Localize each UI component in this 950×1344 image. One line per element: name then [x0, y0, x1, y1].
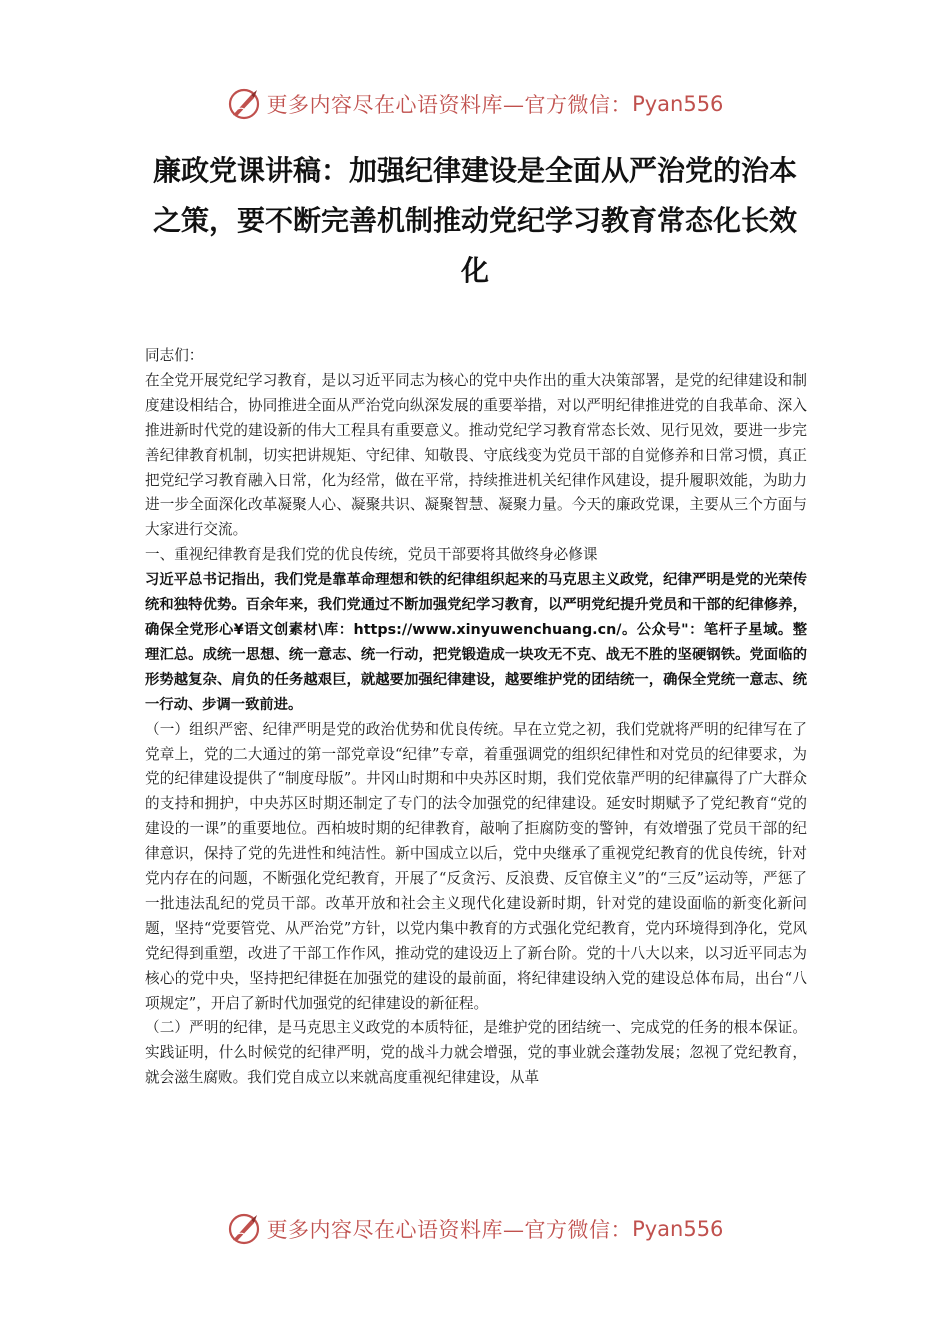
quill-logo-icon	[227, 1212, 261, 1246]
banner-handle: Pyan556	[632, 1217, 724, 1241]
title-line: 廉政党课讲稿：加强纪律建设是全面从严治党的治本	[152, 154, 797, 187]
page-title	[140, 146, 810, 296]
body-paragraph: （一）组织严密、纪律严明是党的政治优势和优良传统。早在立党之初，我们党就将严明的纪律写在了党章上，党的二大通过的第一部党章设“纪律”专章，着重强调党的组织纪律性和对党员的纪律要求，为党的纪律建设提供了“制度母版”。井冈山时期和中央苏区时期，我们党依靠严明的纪律赢得了广大群众的支持和拥护，中央苏区时期还制定了专门的法令加强党的纪律建设。延安时期赋予了党纪教育“党的建设的一课”的重要地位。西柏坡时期的纪律教育，敲响了拒腐防变的警钟，有效增强了党员干部的纪律意识，保持了党的先进性和纯洁性。新中国成立以后，党中央继承了重视党纪教育的优良传统，针对党内存在的问题，不断强化党纪教育，开展了“反贪污、反浪费、反官僚主义”的“三反”运动等，严惩了一批违法乱纪的党员干部。改革开放和社会主义现代化建设新时期，针对党的建设面临的新变化新问题，坚持“党要管党、从严治党”方针，以党内集中教育的方式强化党纪教育，党内环境得到净化，党风党纪得到重塑，改进了干部工作作风，推动党的建设迈上了新台阶。党的十八大以来，以习近平同志为核心的党中央，坚持把纪律挺在加强党的建设的最前面，将纪律建设纳入党的建设总体布局，出台“八项规定”，开启了新时代加强党的纪律建设的新征程。	[145, 720, 807, 1012]
header-watermark-banner	[0, 84, 950, 124]
title-line: 之策，要不断完善机制推动党纪学习教育常态化长效	[152, 204, 797, 237]
title-line: 化	[460, 254, 489, 287]
banner-handle: Pyan556	[632, 92, 724, 116]
intro-paragraph: 在全党开展党纪学习教育，是以习近平同志为核心的党中央作出的重大决策部署，是党的纪律建设和制度建设相结合，协同推进全面从严治党向纵深发展的重要举措，对以严明纪律推进党的自我革命、深入推进新时代党的建设新的伟大工程具有重要意义。推动党纪学习教育常态长效、见行见效，要进一步完善纪律教育机制，切实把讲规矩、守纪律、知敬畏、守底线变为党员干部的自觉修养和日常习惯，真正把党纪学习教育融入日常，化为经常，做在平常，持续推进机关纪律作风建设，提升履职效能，为助力进一步全面深化改革凝聚人心、凝聚共识、凝聚智慧、凝聚力量。今天的廉政党课，主要从三个方面与大家进行交流。	[145, 371, 807, 539]
banner-text: 更多内容尽在心语资料库—官方微信：	[266, 1218, 633, 1242]
banner-text: 更多内容尽在心语资料库—官方微信：	[266, 93, 633, 117]
quill-logo-icon	[227, 87, 261, 121]
body-paragraph: （二）严明的纪律，是马克思主义政党的本质特征，是维护党的团结统一、完成党的任务的根本保证。实践证明，什么时候党的纪律严明，党的战斗力就会增强，党的事业就会蓬勃发展；忽视了党纪教育，就会滋生腐败。我们党自成立以来就高度重视纪律建设，从革	[145, 1019, 807, 1087]
highlighted-paragraph: 习近平总书记指出，我们党是靠革命理想和铁的纪律组织起来的马克思主义政党，纪律严明是党的光荣传统和独特优势。百余年来，我们党通过不断加强党纪学习教育，以严明党纪提升党员和干部的纪律修养，确保全党形心¥语文创素材\库：https://www.xinyuwenchuang.cn/。公众号"：笔杆子星域。整理汇总。成统一思想、统一意志、统一行动，把党锻造成一块攻无不克、战无不胜的坚硬钢铁。党面临的形势越复杂、肩负的任务越艰巨，就越要加强纪律建设，越要维护党的团结统一，确保全党统一意志、统一行动、步调一致前进。	[145, 572, 807, 713]
document-body	[145, 344, 807, 1091]
section-heading: 一、重视纪律教育是我们党的优良传统，党员干部要将其做终身必修课	[145, 546, 598, 564]
footer-watermark-banner	[0, 1209, 950, 1249]
salutation: 同志们：	[145, 347, 204, 364]
